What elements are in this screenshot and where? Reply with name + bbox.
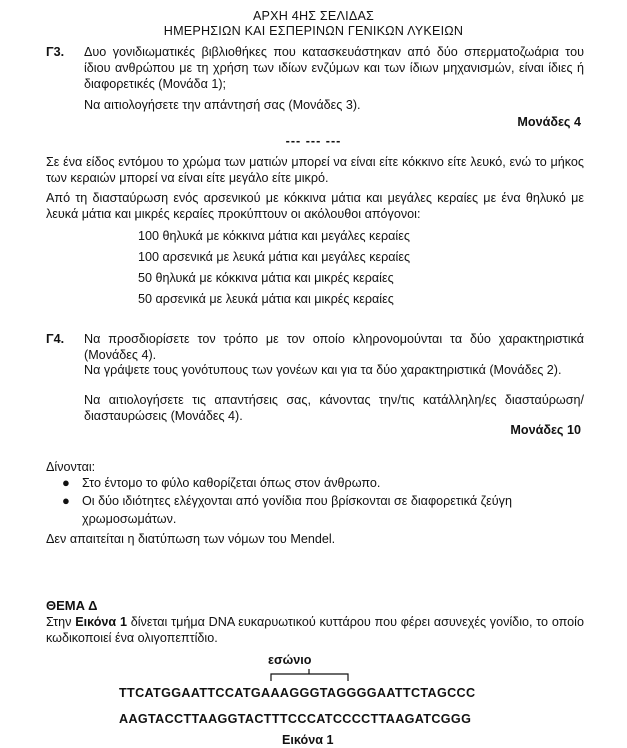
offspring-item: 100 αρσενικά με λευκά μάτια και μεγάλες κεραίες — [138, 250, 411, 264]
intro-paragraph-2: Από τη διασταύρωση ενός αρσενικού με κόκκινα μάτια και μεγάλες κεραίες με ένα θηλυκό με λευκά μάτια και μικρές κεραίες προκύπτουν οι ακόλουθοι απόγονοι: — [46, 191, 584, 221]
question-g3-marks: Μονάδες 4 — [517, 115, 581, 129]
question-g4-line3: Να αιτιολογήσετε τις απαντήσεις σας, κάνοντας την/τις κατάλληλη/ες διασταύρωση/διασταυρώσεις (Μονάδες 4). — [84, 393, 584, 423]
page-header-line2: ΗΜΕΡΗΣΙΩΝ ΚΑΙ ΕΣΠΕΡΙΝΩΝ ΓΕΝΙΚΩΝ ΛΥΚΕΙΩΝ — [163, 24, 464, 38]
theme-title: ΘΕΜΑ Δ — [46, 598, 98, 613]
exon-bracket — [270, 669, 350, 683]
theme-intro — [46, 614, 584, 646]
exon-label: εσώνιο — [268, 653, 312, 667]
figure-caption: Εικόνα 1 — [282, 733, 334, 747]
theme-intro-post: δίνεται τμήμα DNA ευκαρυωτικού κυττάρου που φέρει ασυνεχές γονίδιο, το οποίο κωδικοποιεί ένα ολιγοπεπτίδιο. — [46, 615, 584, 645]
dna-strand-bottom: AAGTACCTTAAGGTACTTTCCCATCCCCTTAAGATCGGG — [119, 712, 472, 726]
given-item — [62, 492, 584, 528]
offspring-list — [138, 226, 410, 310]
offspring-item: 100 θηλυκά με κόκκινα μάτια και μεγάλες κεραίες — [138, 229, 410, 243]
section-separator: --- --- --- — [285, 134, 342, 148]
bullet-icon: ● — [62, 493, 70, 508]
given-title: Δίνονται: — [46, 460, 96, 474]
bullet-icon: ● — [62, 475, 70, 490]
page-header — [0, 9, 627, 39]
theme-intro-figure-ref: Εικόνα 1 — [75, 615, 127, 629]
question-g3-label: Γ3. — [46, 45, 65, 59]
given-item — [62, 474, 584, 492]
given-item-text: Οι δύο ιδιότητες ελέγχονται από γονίδια που βρίσκονται σε διαφορετικά ζεύγη χρωμοσωμάτων. — [82, 494, 512, 526]
question-g4-line1: Να προσδιορίσετε τον τρόπο με τον οποίο κληρονομούνται τα δύο χαρακτηριστικά (Μονάδες 4). — [84, 332, 584, 362]
page-header-line1: ΑΡΧΗ 4ΗΣ ΣΕΛΙΔΑΣ — [252, 9, 375, 23]
theme-intro-pre: Στην — [46, 615, 76, 629]
question-g3-justification: Να αιτιολογήσετε την απάντησή σας (Μονάδες 3). — [84, 98, 361, 112]
question-g4-marks: Μονάδες 10 — [510, 423, 581, 437]
given-list — [62, 474, 584, 528]
offspring-item: 50 αρσενικά με λευκά μάτια και μικρές κεραίες — [138, 292, 394, 306]
question-g3-text: Δυο γονιδιωματικές βιβλιοθήκες που κατασκευάστηκαν από δύο σπερματοζωάρια του ίδιου ανθρώπου με τη χρήση των ιδίων ενζύμων και των ίδιων μηχανισμών, είναι ίδιες ή διαφορετικές (Μονάδα 1); — [84, 45, 584, 91]
offspring-item: 50 θηλυκά με κόκκινα μάτια και μικρές κεραίες — [138, 271, 394, 285]
intro-paragraph-1: Σε ένα είδος εντόμου το χρώμα των ματιών μπορεί να είναι είτε κόκκινο είτε λευκό, ενώ το μήκος των κεραιών μπορεί να είναι είτε μεγάλο είτε μικρό. — [46, 155, 584, 185]
dna-strand-top: TTCATGGAATTCCATGAAAGGGTAGGGGAATTCTAGCCC — [119, 686, 476, 700]
given-item-text: Στο έντομο το φύλο καθορίζεται όπως στον άνθρωπο. — [82, 476, 381, 490]
question-g4-line2: Να γράψετε τους γονότυπους των γονέων και για τα δύο χαρακτηριστικά (Μονάδες 2). — [84, 363, 562, 377]
given-note: Δεν απαιτείται η διατύπωση των νόμων του Mendel. — [46, 532, 336, 546]
question-g4-label: Γ4. — [46, 332, 65, 346]
